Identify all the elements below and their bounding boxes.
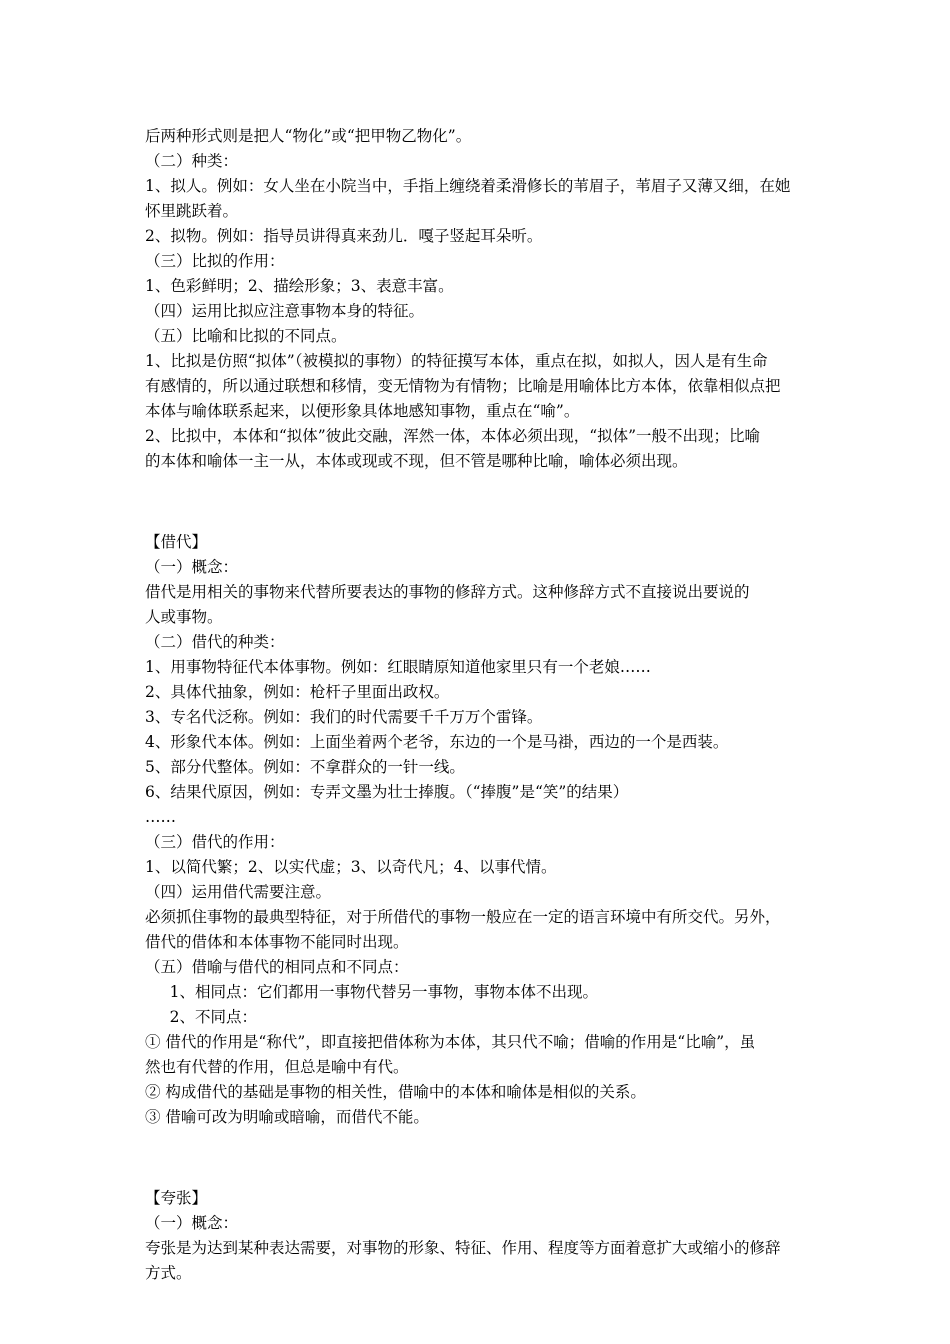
text-line: （二）借代的种类： [145,633,285,651]
text-line: 2、不同点： [145,1008,258,1026]
text-line: 怀里跳跃着。 [145,202,239,220]
text-line: 借代的借体和本体事物不能同时出现。 [145,933,409,951]
text-line: 6、结果代原因，例如：专弄文墨为壮士捧腹。（“捧腹”是“笑”的结果） [145,783,629,801]
document-page [145,124,825,1286]
text-line: …… [145,808,176,826]
text-line: （四）运用借代需要注意。 [145,883,332,901]
text-line: 借代是用相关的事物来代替所要表达的事物的修辞方式。这种修辞方式不直接说出要说的 [145,583,750,601]
text-line: 【夸张】 [145,1189,208,1207]
text-line: （二）种类： [145,152,239,170]
text-line: 夸张是为达到某种表达需要，对事物的形象、特征、作用、程度等方面着意扩大或缩小的修辞 [145,1239,781,1257]
text-line: ② 构成借代的基础是事物的相关性，借喻中的本体和喻体是相似的关系。 [145,1083,646,1101]
text-line: 人或事物。 [145,608,223,626]
text-line: 然也有代替的作用，但总是喻中有代。 [145,1058,409,1076]
text-line: （三）借代的作用： [145,833,285,851]
text-line: 2、比拟中，本体和“拟体”彼此交融，浑然一体，本体必须出现，“拟体”一般不出现；比喻 [145,427,761,445]
text-line: 的本体和喻体一主一从，本体或现或不现，但不管是哪种比喻，喻体必须出现。 [145,452,688,470]
text-line: 2、具体代抽象，例如：枪杆子里面出政权。 [145,683,450,701]
text-line: （五）借喻与借代的相同点和不同点： [145,958,409,976]
text-line: （一）概念： [145,1214,239,1232]
text-line: ③ 借喻可改为明喻或暗喻，而借代不能。 [145,1108,429,1126]
text-line: 有感情的，所以通过联想和移情，变无情物为有情物；比喻是用喻体比方本体，依靠相似点把 [145,377,781,395]
text-line: 【借代】 [145,533,208,551]
text-line: 后两种形式则是把人“物化”或“把甲物乙物化”。 [145,127,472,145]
text-line: 1、相同点：它们都用一事物代替另一事物，事物本体不出现。 [145,983,599,1001]
text-line: 1、拟人。例如：女人坐在小院当中，手指上缠绕着柔滑修长的苇眉子，苇眉子又薄又细，在她 [145,177,791,195]
text-line: （四）运用比拟应注意事物本身的特征。 [145,302,425,320]
text-line: ① 借代的作用是“称代”，即直接把借体称为本体，其只代不喻；借喻的作用是“比喻”，虽 [145,1033,756,1051]
text-line: 1、以简代繁；2、以实代虚；3、以奇代凡；4、以事代情。 [145,858,557,876]
text-line: 3、专名代泛称。例如：我们的时代需要千千万万个雷锋。 [145,708,543,726]
blank-line [145,490,825,515]
text-line: （三）比拟的作用： [145,252,285,270]
text-line: 2、拟物。例如：指导员讲得真来劲儿．嘎子竖起耳朵听。 [145,227,543,245]
text-line: 1、用事物特征代本体事物。例如：红眼睛原知道他家里只有一个老娘…… [145,658,651,676]
text-line: （五）比喻和比拟的不同点。 [145,327,347,345]
text-line: 本体与喻体联系起来，以便形象具体地感知事物，重点在“喻”。 [145,402,580,420]
text-line: 4、形象代本体。例如：上面坐着两个老爷，东边的一个是马褂，西边的一个是西装。 [145,733,729,751]
blank-line [145,1146,825,1171]
text-line: 方式。 [145,1264,192,1282]
text-line: 必须抓住事物的最典型特征，对于所借代的事物一般应在一定的语言环境中有所交代。另外， [145,908,781,926]
text-line: 1、色彩鲜明；2、描绘形象；3、表意丰富。 [145,277,454,295]
text-line: （一）概念： [145,558,239,576]
text-line: 5、部分代整体。例如：不拿群众的一针一线。 [145,758,465,776]
text-line: 1、比拟是仿照“拟体”（被模拟的事物）的特征摸写本体，重点在拟，如拟人，因人是有生命 [145,352,768,370]
